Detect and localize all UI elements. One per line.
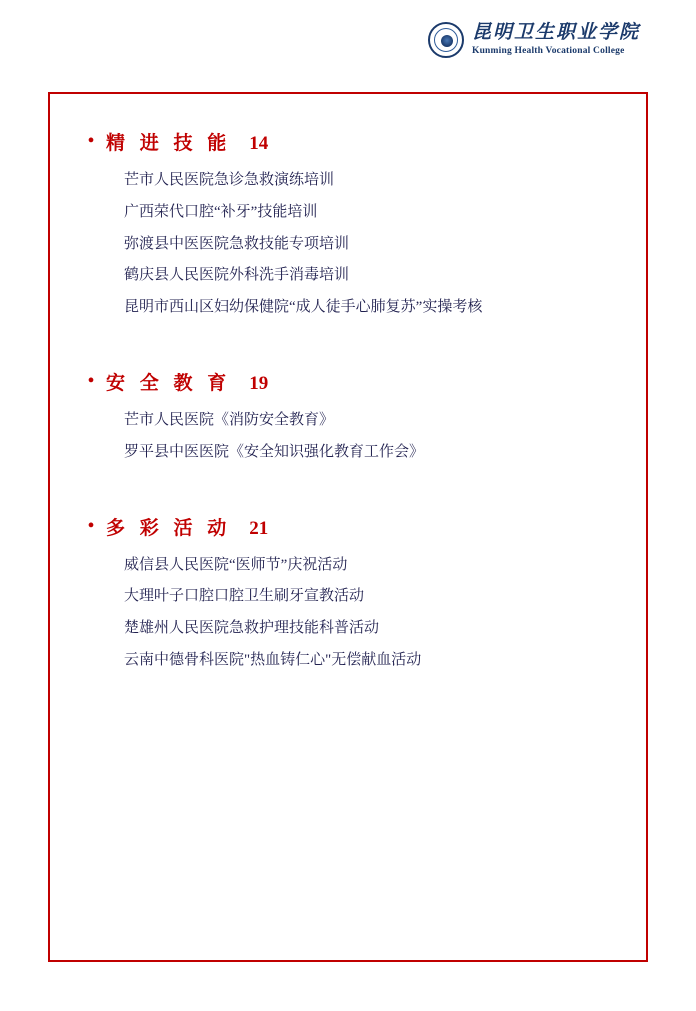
toc-section [84,368,612,469]
list-item: 威信县人民医院“医师节”庆祝活动 [124,556,348,573]
list-item: 云南中德骨科医院"热血铸仁心"无偿献血活动 [124,651,422,668]
content-frame [48,92,648,962]
list-item: 弥渡县中医医院急救技能专项培训 [124,235,350,252]
toc-content [50,94,646,677]
toc-item-list [84,550,612,677]
toc-section-page: 14 [249,133,269,154]
toc-section-page: 21 [249,517,269,539]
toc-section-title: 安 全 教 育 [106,372,232,394]
toc-item-list [84,165,612,324]
toc-section [84,128,612,324]
college-name-en: Kunming Health Vocational College [471,46,625,57]
toc-section-page: 19 [249,372,269,394]
bullet-icon: • [87,130,95,152]
section-spacer [84,497,612,513]
toc-section [84,513,612,677]
toc-section-header [84,368,612,395]
list-item: 昆明市西山区妇幼保健院“成人徒手心肺复苏”实操考核 [124,299,483,316]
list-item: 鹤庆县人民医院外科洗手消毒培训 [124,267,350,284]
college-name-block [472,23,640,56]
college-name-cn: 昆明卫生职业学院 [471,22,640,44]
college-seal-icon [428,22,464,58]
list-item: 广西荣代口腔“补牙”技能培训 [124,203,318,220]
list-item: 芒市人民医院急诊急救演练培训 [124,172,335,188]
toc-section-title: 多 彩 活 动 [106,517,232,539]
page-header [428,22,640,58]
list-item: 芒市人民医院《消防安全教育》 [124,411,335,428]
list-item: 大理叶子口腔口腔卫生刷牙宣教活动 [124,588,365,605]
bullet-icon: • [87,369,95,392]
toc-section-header [84,128,612,155]
list-item: 楚雄州人民医院急救护理技能科普活动 [124,620,380,637]
section-spacer [84,352,612,368]
toc-section-header [84,513,612,540]
bullet-icon: • [87,514,95,537]
toc-section-title: 精 进 技 能 [106,133,232,154]
list-item: 罗平县中医医院《安全知识强化教育工作会》 [124,443,425,460]
toc-item-list [84,405,612,469]
